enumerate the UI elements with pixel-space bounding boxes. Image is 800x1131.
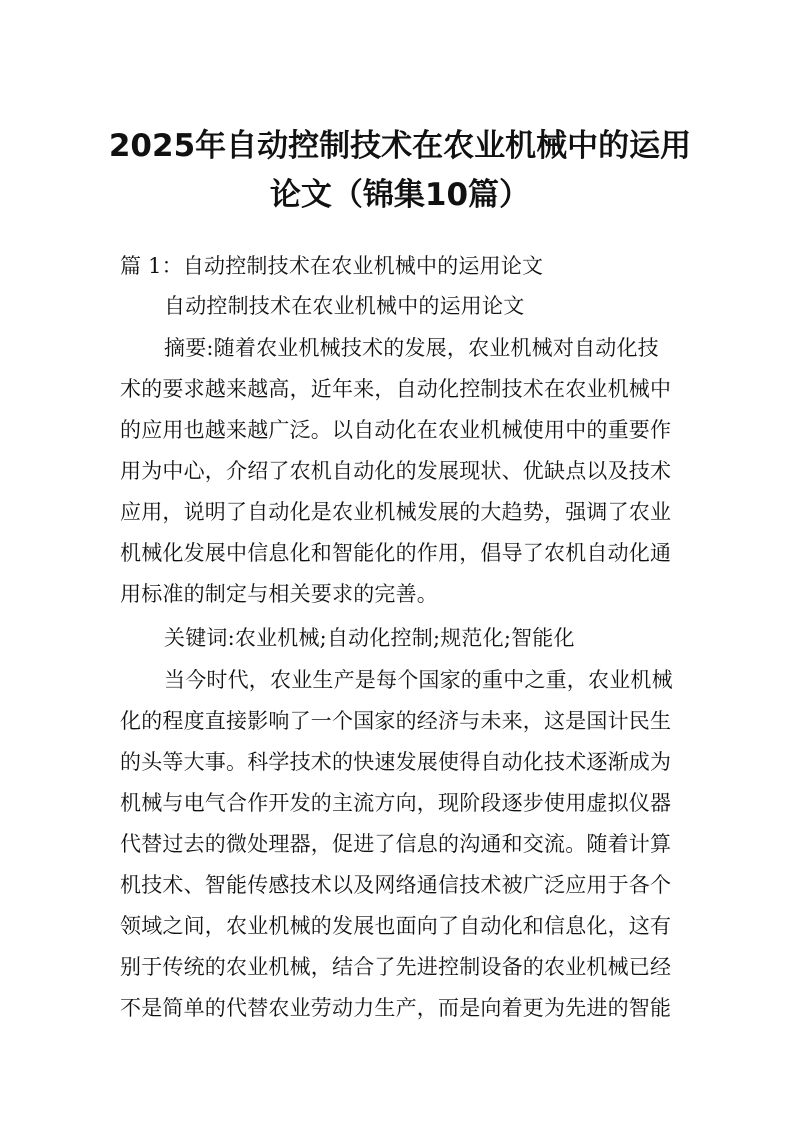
intro-line: 当今时代，农业生产是每个国家的重中之重，农业机械 [164, 668, 673, 692]
abstract-line: 用标准的制定与相关要求的完善。 [120, 582, 438, 606]
abstract-line: 用为中心，介绍了农机自动化的发展现状、优缺点以及技术 [120, 459, 672, 483]
intro-line: 机技术、智能传感技术以及网络通信技术被广泛应用于各个 [120, 873, 672, 897]
abstract-line: 术的要求越来越高，近年来，自动化控制技术在农业机械中 [120, 377, 672, 401]
abstract-line: 的应用也越来越广泛。以自动化在农业机械使用中的重要作 [120, 418, 672, 442]
abstract-line: 机械化发展中信息化和智能化的作用，倡导了农机自动化通 [120, 541, 672, 565]
abstract-line: 应用，说明了自动化是农业机械发展的大趋势，强调了农业 [120, 500, 672, 524]
keywords-line: 关键词:农业机械;自动化控制;规范化;智能化 [164, 626, 575, 650]
document-title-line-2: 论文（锦集10篇） [269, 177, 531, 213]
intro-line: 不是简单的代替农业劳动力生产，而是向着更为先进的智能 [120, 996, 672, 1020]
intro-line: 别于传统的农业机械，结合了先进控制设备的农业机械已经 [120, 955, 672, 979]
intro-line: 化的程度直接影响了一个国家的经济与未来，这是国计民生 [120, 709, 672, 733]
document-title-line-1: 2025年自动控制技术在农业机械中的运用 [108, 128, 692, 164]
intro-line: 领域之间，农业机械的发展也面向了自动化和信息化，这有 [120, 914, 672, 938]
section-subheading: 自动控制技术在农业机械中的运用论文 [164, 294, 525, 318]
section-heading: 篇 1：自动控制技术在农业机械中的运用论文 [120, 254, 544, 278]
intro-line: 的头等大事。科学技术的快速发展使得自动化技术逐渐成为 [120, 750, 672, 774]
intro-line: 机械与电气合作开发的主流方向，现阶段逐步使用虚拟仪器 [120, 791, 672, 815]
intro-line: 代替过去的微处理器，促进了信息的沟通和交流。随着计算 [120, 832, 672, 856]
abstract-line: 摘要:随着农业机械技术的发展，农业机械对自动化技 [164, 336, 659, 360]
